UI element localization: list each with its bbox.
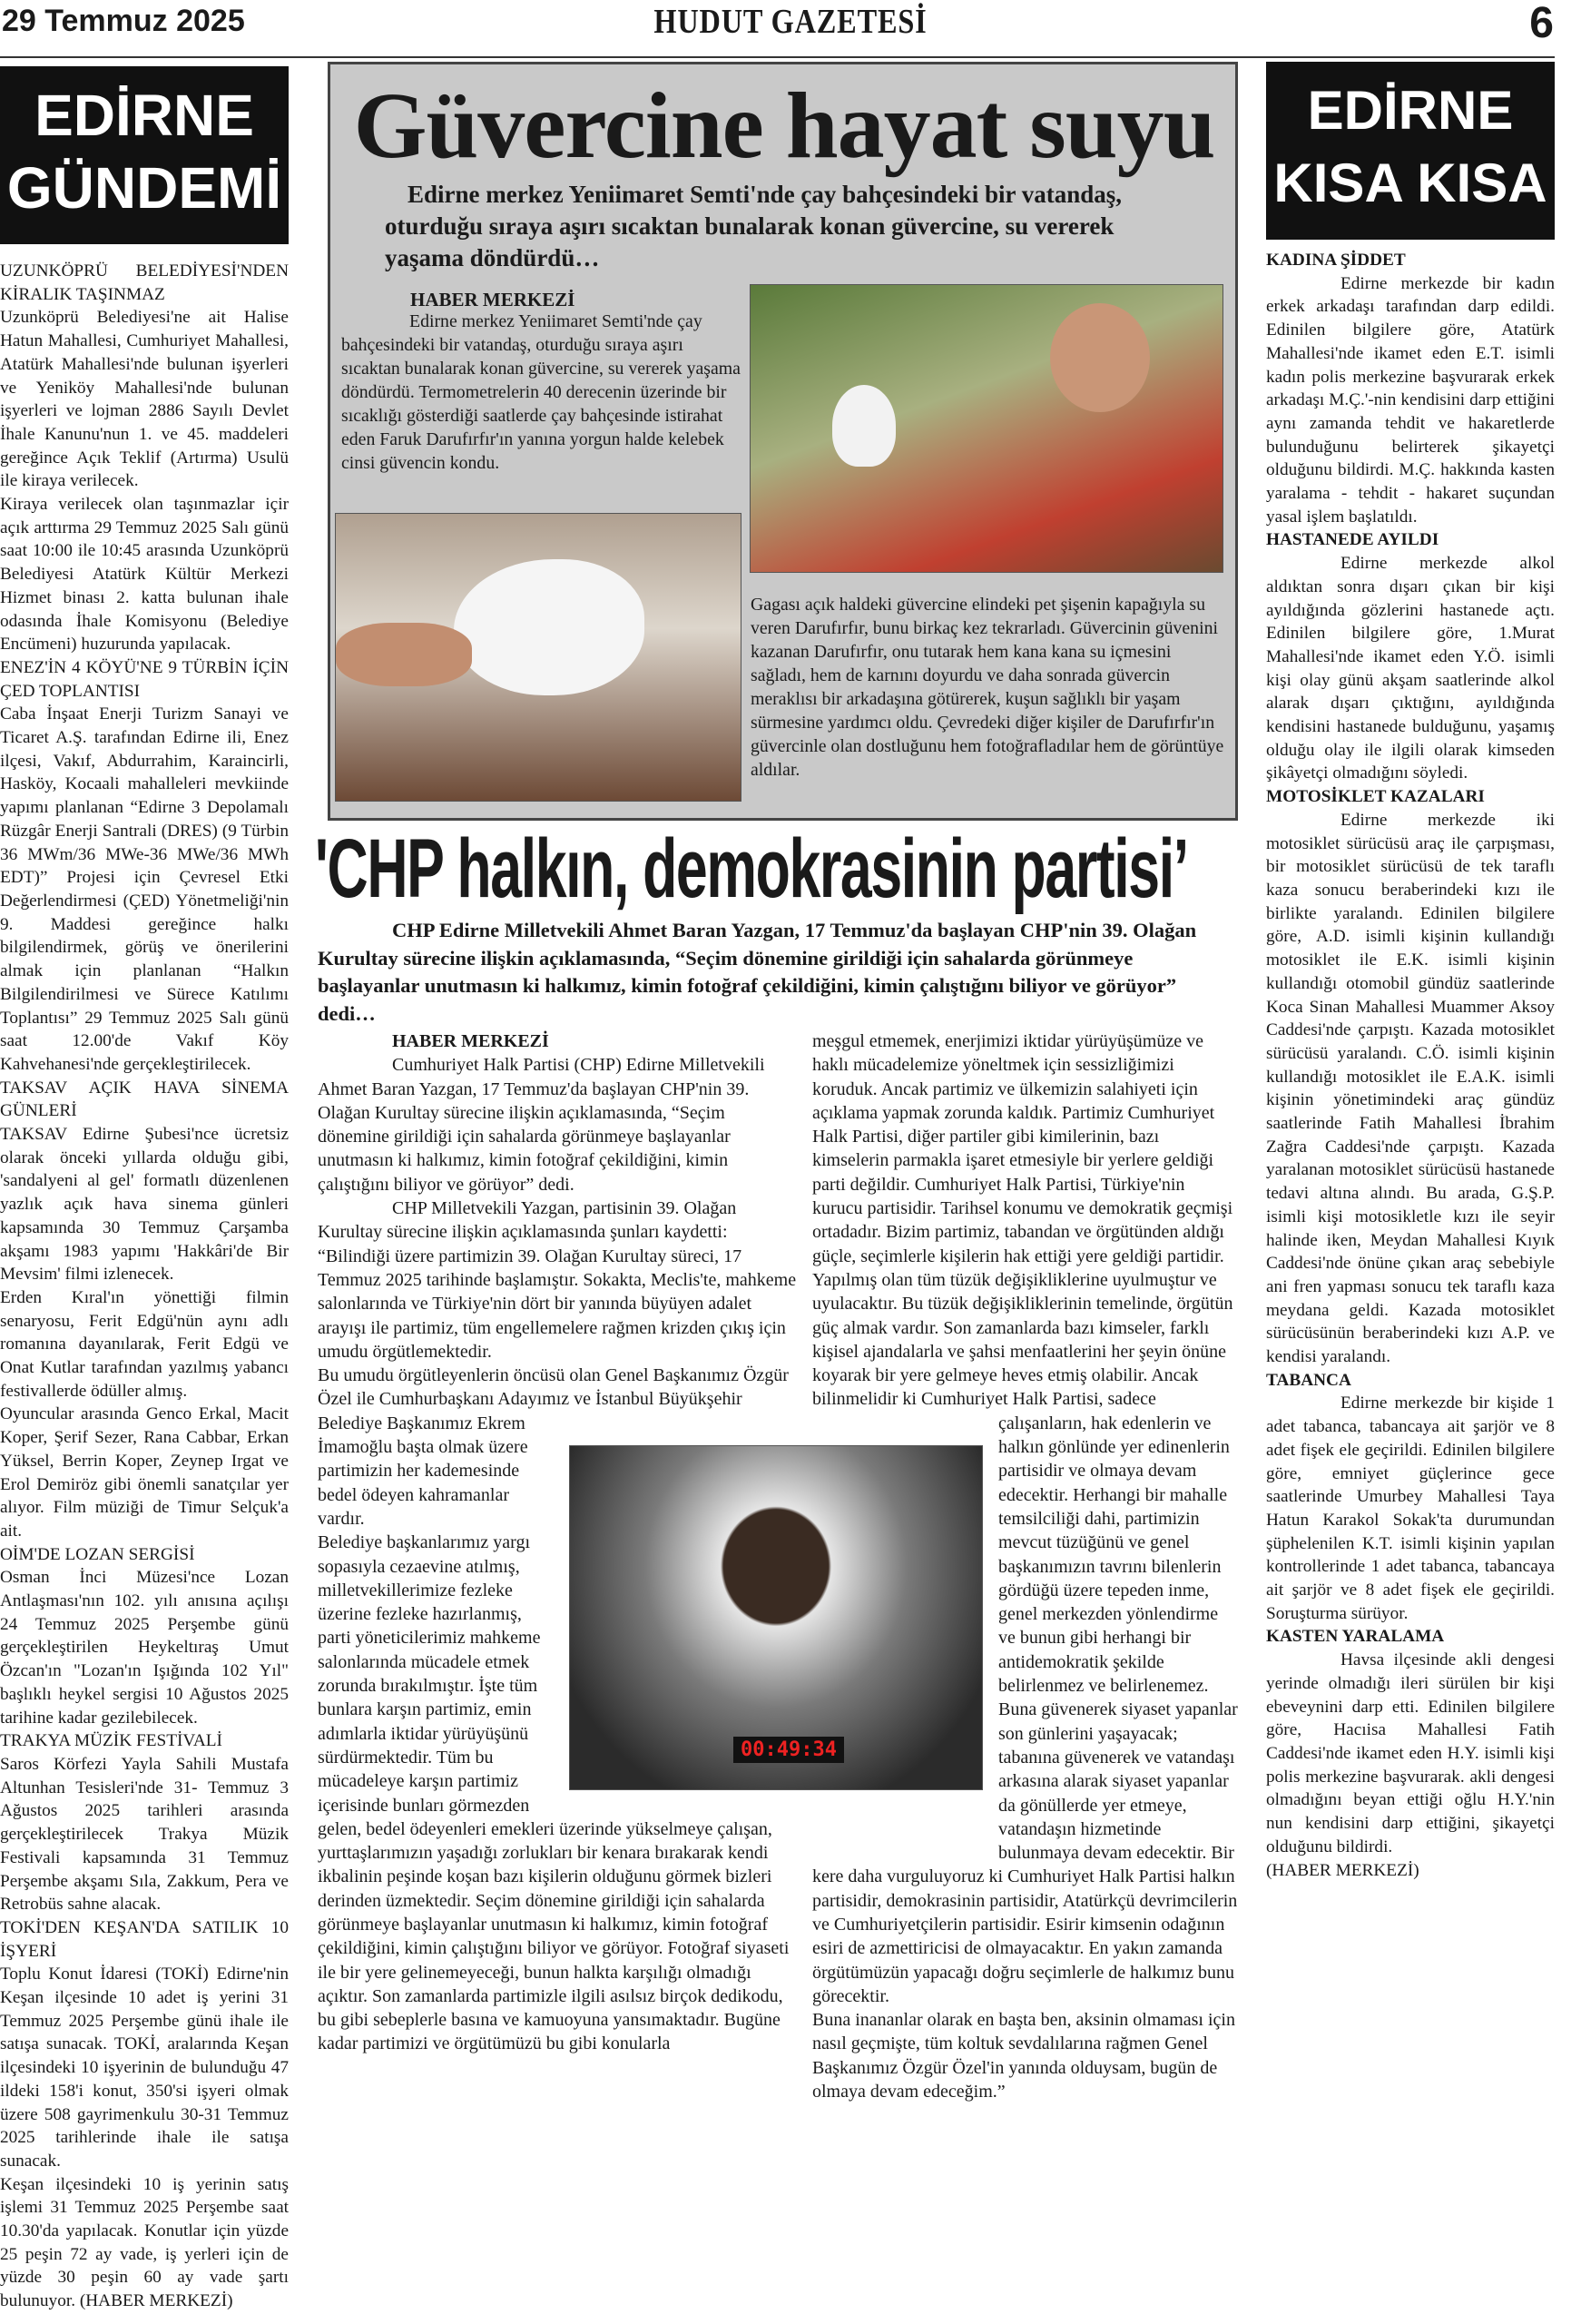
news-brief-text: Havsa ilçesinde akli dengesi yerinde olmadığı ileri sürülen bir kişi ebeveynini darp etti. Edinilen bilgilere göre, Hacıisa Mahallesi Fatih Caddesi'nde ikamet eden H.Y. isimli kişi polis merkezine başvurarak. akli dengesi olmadığını beyan ettiği oğlu H.Y.'nin nun kendisini darp ettiğini, şikayetçi olduğunu bildirdi.: [1266, 1650, 1555, 1856]
kisa-kisa-column: [1266, 249, 1555, 1882]
parliament-timer: 00:49:34: [733, 1737, 844, 1763]
header-divider: [0, 56, 1555, 58]
news-brief-text: Caba İnşaat Enerji Turizm Sanayi ve Ticaret A.Ş. tarafından Edirne ili, Enez ilçesi, Vakıf, Abdurrahim, Karaincirli, Hasköy, Kocaali mahalleleri mevkiinde yapımı planlanan “Edirne 3 Depolamalı Rüzgâr Enerji Santrali (DRES) (9 Türbin 36 MWm/36 MWe-36 MWe/36 MWh EDT)” Projesi için Çevresel Etki Değerlendirmesi (ÇED) Yönetmeliği'nin 9. Maddesi gereğince halkı bilgilendirmek, görüş ve önerilerini almak için planlanan “Halkın Bilgilendirilmesi ve Sürece Katılımı Toplantısı” 29 Temmuz 2025 Salı günü saat 12.00'de Vakıf Köy Kahvehanesi'nde gerçekleştirilecek.: [0, 704, 289, 1074]
chp-paragraph: Bu umudu örgütleyenlerin öncüsü olan Genel Başkanımız Özgür Özel ile Cumhurbaşkanı Adayımız ve İstanbul Büyükşehir Belediye Başkanımız Ekrem İmamoğlu başta olmak üzere partimizin her kademesinde bedel ödeyen kahramanlar vardır.: [318, 1365, 789, 1529]
news-brief-text: Oyuncular arasında Genco Erkal, Macit Koper, Şerif Sezer, Rana Cabbar, Erkan Yüksel, Berrin Koper, Zeynep Irgat ve Erol Demiröz gibi önemli sanatçılar yer alıyor. Film müziği de Timur Selçuk'a ait.: [0, 1404, 289, 1541]
chp-byline: HABER MERKEZİ: [392, 1031, 549, 1051]
pigeon-paragraph: Edirne merkez Yeniimaret Semti'nde çay bahçesindeki bir vatandaş, oturduğu sıraya aşırı sıcaktan bunalarak konan güvercine, su vererek yaşama döndürdü. Termometrelerin 40 derecenin üzerinde bir sıcaklığı gösterdiği saatlerde çay bahçesinde istirahat eden Faruk Darufırfır'ın yanına yorgun halde kelebek cinsi güvencin kondu.: [341, 311, 741, 473]
news-brief-text: Keşan ilçesindeki 10 iş yerinin satış işlemi 31 Temmuz 2025 Perşembe saat 10.30'da yapılacak. Konutlar için yüzde 25 peşin 72 ay vade, iş yerleri için de yüzde 30 peşin 60 ay vade şartı bulunuyor. (HABER MERKEZİ): [0, 2174, 289, 2311]
page-number: 6: [1529, 0, 1554, 47]
pigeon-headline: Güvercine hayat suyu: [353, 74, 1215, 178]
news-brief-text: Osman İnci Müzesi'nce Lozan Antlaşması'nın 102. yılı anısına açılışı 24 Temmuz 2025 Perşembe günü gerçekleştirilen Heykeltıraş Umut Özcan'ın "Lozan'ın Işığında 102 Yıl" başlıklı heykel sergisi 10 Ağustos 2025 tarihine kadar gezilebilecek.: [0, 1568, 289, 1728]
news-brief-text: Kiraya verilecek olan taşınmazlar içir açık arttırma 29 Temmuz 2025 Salı günü saat 10:00 ile 10:45 arasında Uzunköprü Belediyesi Atatürk Kültür Merkezi Hizmet binası 2. katta bulunan ihale odasında İhale Komisyonu (Belediye Encümeni) huzurunda yapılacak.: [0, 495, 289, 655]
news-brief-heading: HASTANEDE AYILDI: [1266, 530, 1439, 550]
news-brief-text: Saros Körfezi Yayla Sahili Mustafa Altunhan Tesisleri'nde 31- Temmuz 3 Ağustos 2025 tarihleri arasında gerçekleştirilecek Trakya Müzik Festivali kapsamında 31 Temmuz Perşembe akşamı Sıla, Zakkum, Pera ve Retrobüs sahne alacak.: [0, 1755, 289, 1915]
chp-paragraph: Cumhuriyet Halk Partisi (CHP) Edirne Milletvekili Ahmet Baran Yazgan, 17 Temmuz'da başlayan CHP'nin 39. Olağan Kurultay sürecine ilişkin açıklamasında, “Seçim dönemine girildiği için sahalarda görünmeye başlayanlar unutmasın ki halkımız, kimin fotoğraf çekildiğini, kimin çalıştığını biliyor ve görüyor” dedi.: [318, 1055, 765, 1195]
man-with-pigeon-photo: [750, 284, 1223, 573]
section-title-edirne-kisa-kisa: EDİRNE KISA KISA: [1266, 62, 1555, 240]
news-brief-text: Erden Kıral'ın yönettiği filmin senaryosu, Ferit Edgü'nün aynı adlı romanına dayanılarak, Ferit Edgü ve Onat Kutlar tarafından yazılmış yabancı festivallerde ödüller almış.: [0, 1287, 289, 1401]
section-title-edirne-gundemi: EDİRNE GÜNDEMİ: [0, 66, 289, 244]
news-brief-heading: TRAKYA MÜZİK FESTİVALİ: [0, 1731, 222, 1751]
chp-paragraph: meşgul etmemek, enerjimizi iktidar yürüyüşümüze ve haklı mücadelemize yöneltmek için sessizliğimizi koruduk. Ancak partimiz ve ülkemizin salahiyeti için açıklama yapmak zorunda kaldık. Partimiz Cumhuriyet Halk Partisi, diğer partiler gibi kimilerinin, bazı kimselerin parmakla işaret etmesiyle bir yerlere geldiği parti değildir. Cumhuriyet Halk Partisi, Türkiye'nin kurucu partisidir. Tarihsel konumu ve demokratik geçmişi ortadadır. Bizim partimiz, tabandan ve örgütünden aldığı güçle, seçimlerle kişilerin hak ettiği yere geldiği partidir. Yapılmış olan tüm tüzük değişikliklerine uyulmuştur ve uyulacaktır. Bu tüzük değişikliklerinin temelinde, örgütün güç almak vardır. Son zamanlarda bazı kimseler, farklı kişisel ajandalarla ve şahsi menfaatlerini her şeyin önüne koyarak bir yere gelmeye heves etmiş olabilir. Ancak bilinmelidir ki Cumhuriyet Halk Partisi, sadece çalışanların, hak edenlerin ve halkın gönlünde yer edinenlerin partisidir ve olmaya devam edecektir. Herhangi bir mahalle temsilciliği dahi, partimizin mevcut tüzüğünü ve genel başkanımızın tavrını bilenlerin gördüğü üzere tepeden inme, genel merkezden yönlendirme ve bunun gibi herhangi bir antidemokratik şekilde belirlenmez ve belirlenemez. Buna güvenerek siyaset yapanlar son günlerini yaşayacak; tabanına güvenerek ve vatandaşı arkasına alarak siyaset yapanlar da gönüllerde yer etmeye, vatandaşın hizmetinde bulunmaya devam edecektir. Bir kere daha vurguluyoruz ki Cumhuriyet Halk Partisi halkın partisidir, demokrasinin partisidir, Atatürkçü devrimcilerin ve Cumhuriyetçilerin partisidir. Esirir kimsenin odağının esiri de azmettiricisi de olmayacaktır. En yakın zamanda örgütümüzün yapacağı doğru seçimlerle de halkımız bunu görecektir.: [812, 1031, 1238, 2006]
mp-speaking-photo: [569, 1445, 983, 1790]
chp-paragraph: CHP Milletvekili Yazgan, partisinin 39. Olağan Kurultay sürecine ilişkin açıklamasında şunları kaydetti: “Bilindiği üzere partimizin 39. Olağan Kurultay süreci, 17 Temmuz 2025 tarihinde başlamıştır. Sokakta, Meclis'te, mahkeme salonlarında ve Türkiye'nin dört bir yanında büyüyen adalet arayışı ile partimiz, tüm engellemelere rağmen krizden çıkış için umudu örgütlemektedir.: [318, 1198, 797, 1362]
news-brief-text: Toplu Konut İdaresi (TOKİ) Edirne'nin Keşan ilçesinde 10 adet iş yerini 31 Temmuz 2025 Perşembe günü ihale ile satışa sunacak. TOKİ, aralarında Keşan ilçesindeki 10 işyerinin de bulunduğu 47 ildeki 158'i konut, 350'si işyeri olmak üzere 508 gayrimenkulu 30-31 Temmuz 2025 tarihlerinde ihale ile satışa sunacak.: [0, 1965, 289, 2171]
pigeon-byline: HABER MERKEZİ: [410, 289, 575, 310]
chp-headline: 'CHP halkın, demokrasinin partisi’: [315, 822, 1188, 915]
pigeon-article: [328, 62, 1238, 821]
news-brief-heading: OİM'DE LOZAN SERGİSİ: [0, 1544, 195, 1564]
news-brief-heading: UZUNKÖPRÜ BELEDİYESİ'NDEN KİRALIK TAŞINMAZ: [0, 261, 289, 304]
pigeon-drinking-photo: [335, 513, 741, 802]
pigeon-paragraph: Gagası açık haldeki güvercine elindeki pet şişenin kapağıyla su veren Darufırfır, bunu birkaç kez tekrarladı. Güvercinin güvenini kazanan Darufırfır, onu tutarak hem kana kana su içmesini sağladı, hem de karnını doyurdu ve daha sonrada güvercin meraklısı bir arkadaşına götürerek, kuşun sağlıklı bir yaşam sürmesine yardımcı oldu. Çevredeki diğer kişiler de Darufırfır'ın güvercinle olan dostluğunu hem fotoğrafladılar hem de görüntüye aldılar.: [751, 595, 1224, 780]
news-brief-heading: KADINA ŞİDDET: [1266, 251, 1406, 270]
news-brief-heading: KASTEN YARALAMA: [1266, 1627, 1445, 1647]
issue-date: 29 Temmuz 2025: [2, 4, 245, 38]
masthead: HUDUT GAZETESİ: [653, 3, 928, 41]
chp-paragraph: Belediye başkanlarımız yargı sopasıyla cezaevine atılmış, milletvekillerimize fezleke üzerine fezleke hazırlanmış, parti yöneticilerimiz mahkeme salonlarında mücadele etmek zorunda bırakılmıştır. İşte tüm bunlara karşın partimiz, emin adımlarla iktidar yürüyüşünü sürdürmektedir. Tüm bu mücadeleye karşın partimiz içerisinde bunları görmezden gelen, bedel ödeyenleri emekleri üzerinde yükselmeye çalışan, yurttaşlarımızın yaşadığı zorlukları bir kenara bırakarak kendi ikbalinin peşinde koşan bazı kişilerin olduğunu görmek bizleri derinden üzmektedir. Seçim dönemine girildiği için sahalarda görünmeye başlayanlar unutmasın ki halkımız, kimin fotoğraf çekildiğini, kimin çalıştığını biliyor ve görüyor. Fotoğraf siyaseti ile bir yere gelinemeyeceği, bunun halkta karşılığı olmadığı açıktır. Son zamanlarda partimizle ilgili asılsız birçok dedikodu, bu gibi sebeplerle basına ve kamuoyuna yansımaktadır. Bugüne kadar partimizi ve örgütümüzü bu gibi konularla: [318, 1532, 790, 2054]
chp-paragraph: Buna inananlar olarak en başta ben, aksinin olmaması için nasıl geçmişte, tüm koltuk sevdalılarına rağmen Genel Başkanımız Özgür Özel'in yanında olduysam, bugün de olmaya devam edeceğim.”: [812, 2010, 1235, 2102]
news-brief-text: Edirne merkezde iki motosiklet sürücüsü araç ile çarpışması, bir motosiklet sürücüsü de tek taraflı kaza sonucu beraberindeki kızı ile birlikte yaralandı. Edinilen bilgilere göre, A.D. isimli kişinin kullandığı motosiklet ile E.K. isimli kişinin kullandığı otomobil gündüz saatlerinde Koca Sinan Mahallesi Muammer Aksoy Caddesi'nde çarpıştı. Kazada motosiklet sürücüsü yaralandı. C.Ö. isimli kişinin kullandığı motosiklet ile E.A.K. isimli kişinin yönetimindeki araç gündüz saatlerinde Fatih Mahallesi İbrahim Zağra Caddesi'nde çarpıştı. Kazada yaralanan motosiklet sürücüsü hastanede tedavi altına alındı. Bu arada, G.Ş.P. isimli kişi motosikletle kızı ile seyir halinde iken, Meydan Mahallesi Kıyık Caddesi'nde önüne çıkan araç sebebiyle ani fren yapması sonucu tek taraflı kaza meydana geldi. Kazada motosiklet sürücüsünün beraberindeki kızı A.P. ve kendisi yaralandı.: [1266, 810, 1555, 1367]
news-brief-heading: TOKİ'DEN KEŞAN'DA SATILIK 10 İŞYERİ: [0, 1917, 289, 1961]
news-brief-text: Uzunköprü Belediyesi'ne ait Halise Hatun Mahallesi, Cumhuriyet Mahallesi, Atatürk Mahallesi'nde bulunan işyerleri ve Yeniköy Mahallesi'nde bulunan işyerleri ve lojman 2886 Sayılı Devlet İhale Kanunu'nun 1. ve 45. maddeleri gereğince Açık Teklif (Artırma) Usulü ile kiraya verilecek.: [0, 308, 289, 491]
news-brief-text: Edirne merkezde bir kişide 1 adet tabanca, tabancaya ait şarjör ve 8 adet fişek ele geçirildi. Edinilen bilgilere göre, emniyet güçlerince gece saatlerinde Umurbey Mahallesi Taya Hatun Karakol Sokak'ta durumundan şüphelenilen K.T. isimli kişinin yapılan kontrollerinde 1 adet tabanca, tabancaya ait şarjör ve 8 adet fişek ele geçirildi. Soruşturma sürüyor.: [1266, 1393, 1555, 1623]
news-brief-text: Edirne merkezde alkol aldıktan sonra dışarı çıkan bir kişi ayıldığında gözlerini hastanede açtı. Edinilen bilgilere göre, 1.Murat Mahallesi'nde ikamet eden Y.Ö. isimli kişi olay günü akşam saatlerinde alkol alarak dışarı çıktığını, ayıldığında kendisini hastanede bulduğunu, yaşamış olduğu olay ile ilgili olarak kimseden şikâyetçi olmadığını söyledi.: [1266, 554, 1555, 783]
pigeon-subheadline: Edirne merkez Yeniimaret Semti'nde çay bahçesindeki bir vatandaş, oturduğu sıraya aşırı sıcaktan bunalarak konan güvercine, su vererek yaşama döndürdü…: [385, 181, 1122, 271]
news-brief-heading: TAKSAV AÇIK HAVA SİNEMA GÜNLERİ: [0, 1078, 289, 1121]
news-brief-heading: ENEZ'İN 4 KÖYÜ'NE 9 TÜRBİN İÇİN ÇED TOPLANTISI: [0, 657, 289, 701]
news-brief-text: TAKSAV Edirne Şubesi'nce ücretsiz olarak önceki yıllarda olduğu gibi, 'sandalyeni al gel' formatlı düzenlenen yazlık açık hava sinema günleri kapsamında 30 Temmuz Çarşamba akşamı 1983 yapımı 'Hakkâri'de Bir Mevsim' filmi izlenecek.: [0, 1125, 289, 1285]
news-brief-heading: MOTOSİKLET KAZALARI: [1266, 787, 1485, 807]
news-brief-heading: TABANCA: [1266, 1370, 1351, 1390]
news-brief-text: Edirne merkezde bir kadın erkek arkadaşı tarafından darp edildi. Edinilen bilgilere göre, Atatürk Mahallesi'nde ikamet eden E.T. isimli kadın polis merkezine başvurarak erkek arkadaşı M.Ç.'-nin kendisini darp ettiğini aynı zamanda tehdit ve hakaretlerde bulunduğunu belirterek şikayetçi olduğunu bildirdi. M.Ç. hakkında kasten yaralama - tehdit - hakaret suçundan yasal işlem başlatıldı.: [1266, 273, 1555, 527]
news-brief-footer: (HABER MERKEZİ): [1266, 1860, 1419, 1880]
chp-subheadline: CHP Edirne Milletvekili Ahmet Baran Yazgan, 17 Temmuz'da başlayan CHP'nin 39. Olağan Kurultay sürecine ilişkin açıklamasında, “Seçim dönemine girildiği için sahalarda görünmeye başlayanlar unutmasın ki halkımız, kimin fotoğraf çekildiğini, kimin çalıştığını biliyor ve görüyor” dedi…: [318, 919, 1197, 1025]
edirne-gundemi-column: [0, 260, 289, 2313]
